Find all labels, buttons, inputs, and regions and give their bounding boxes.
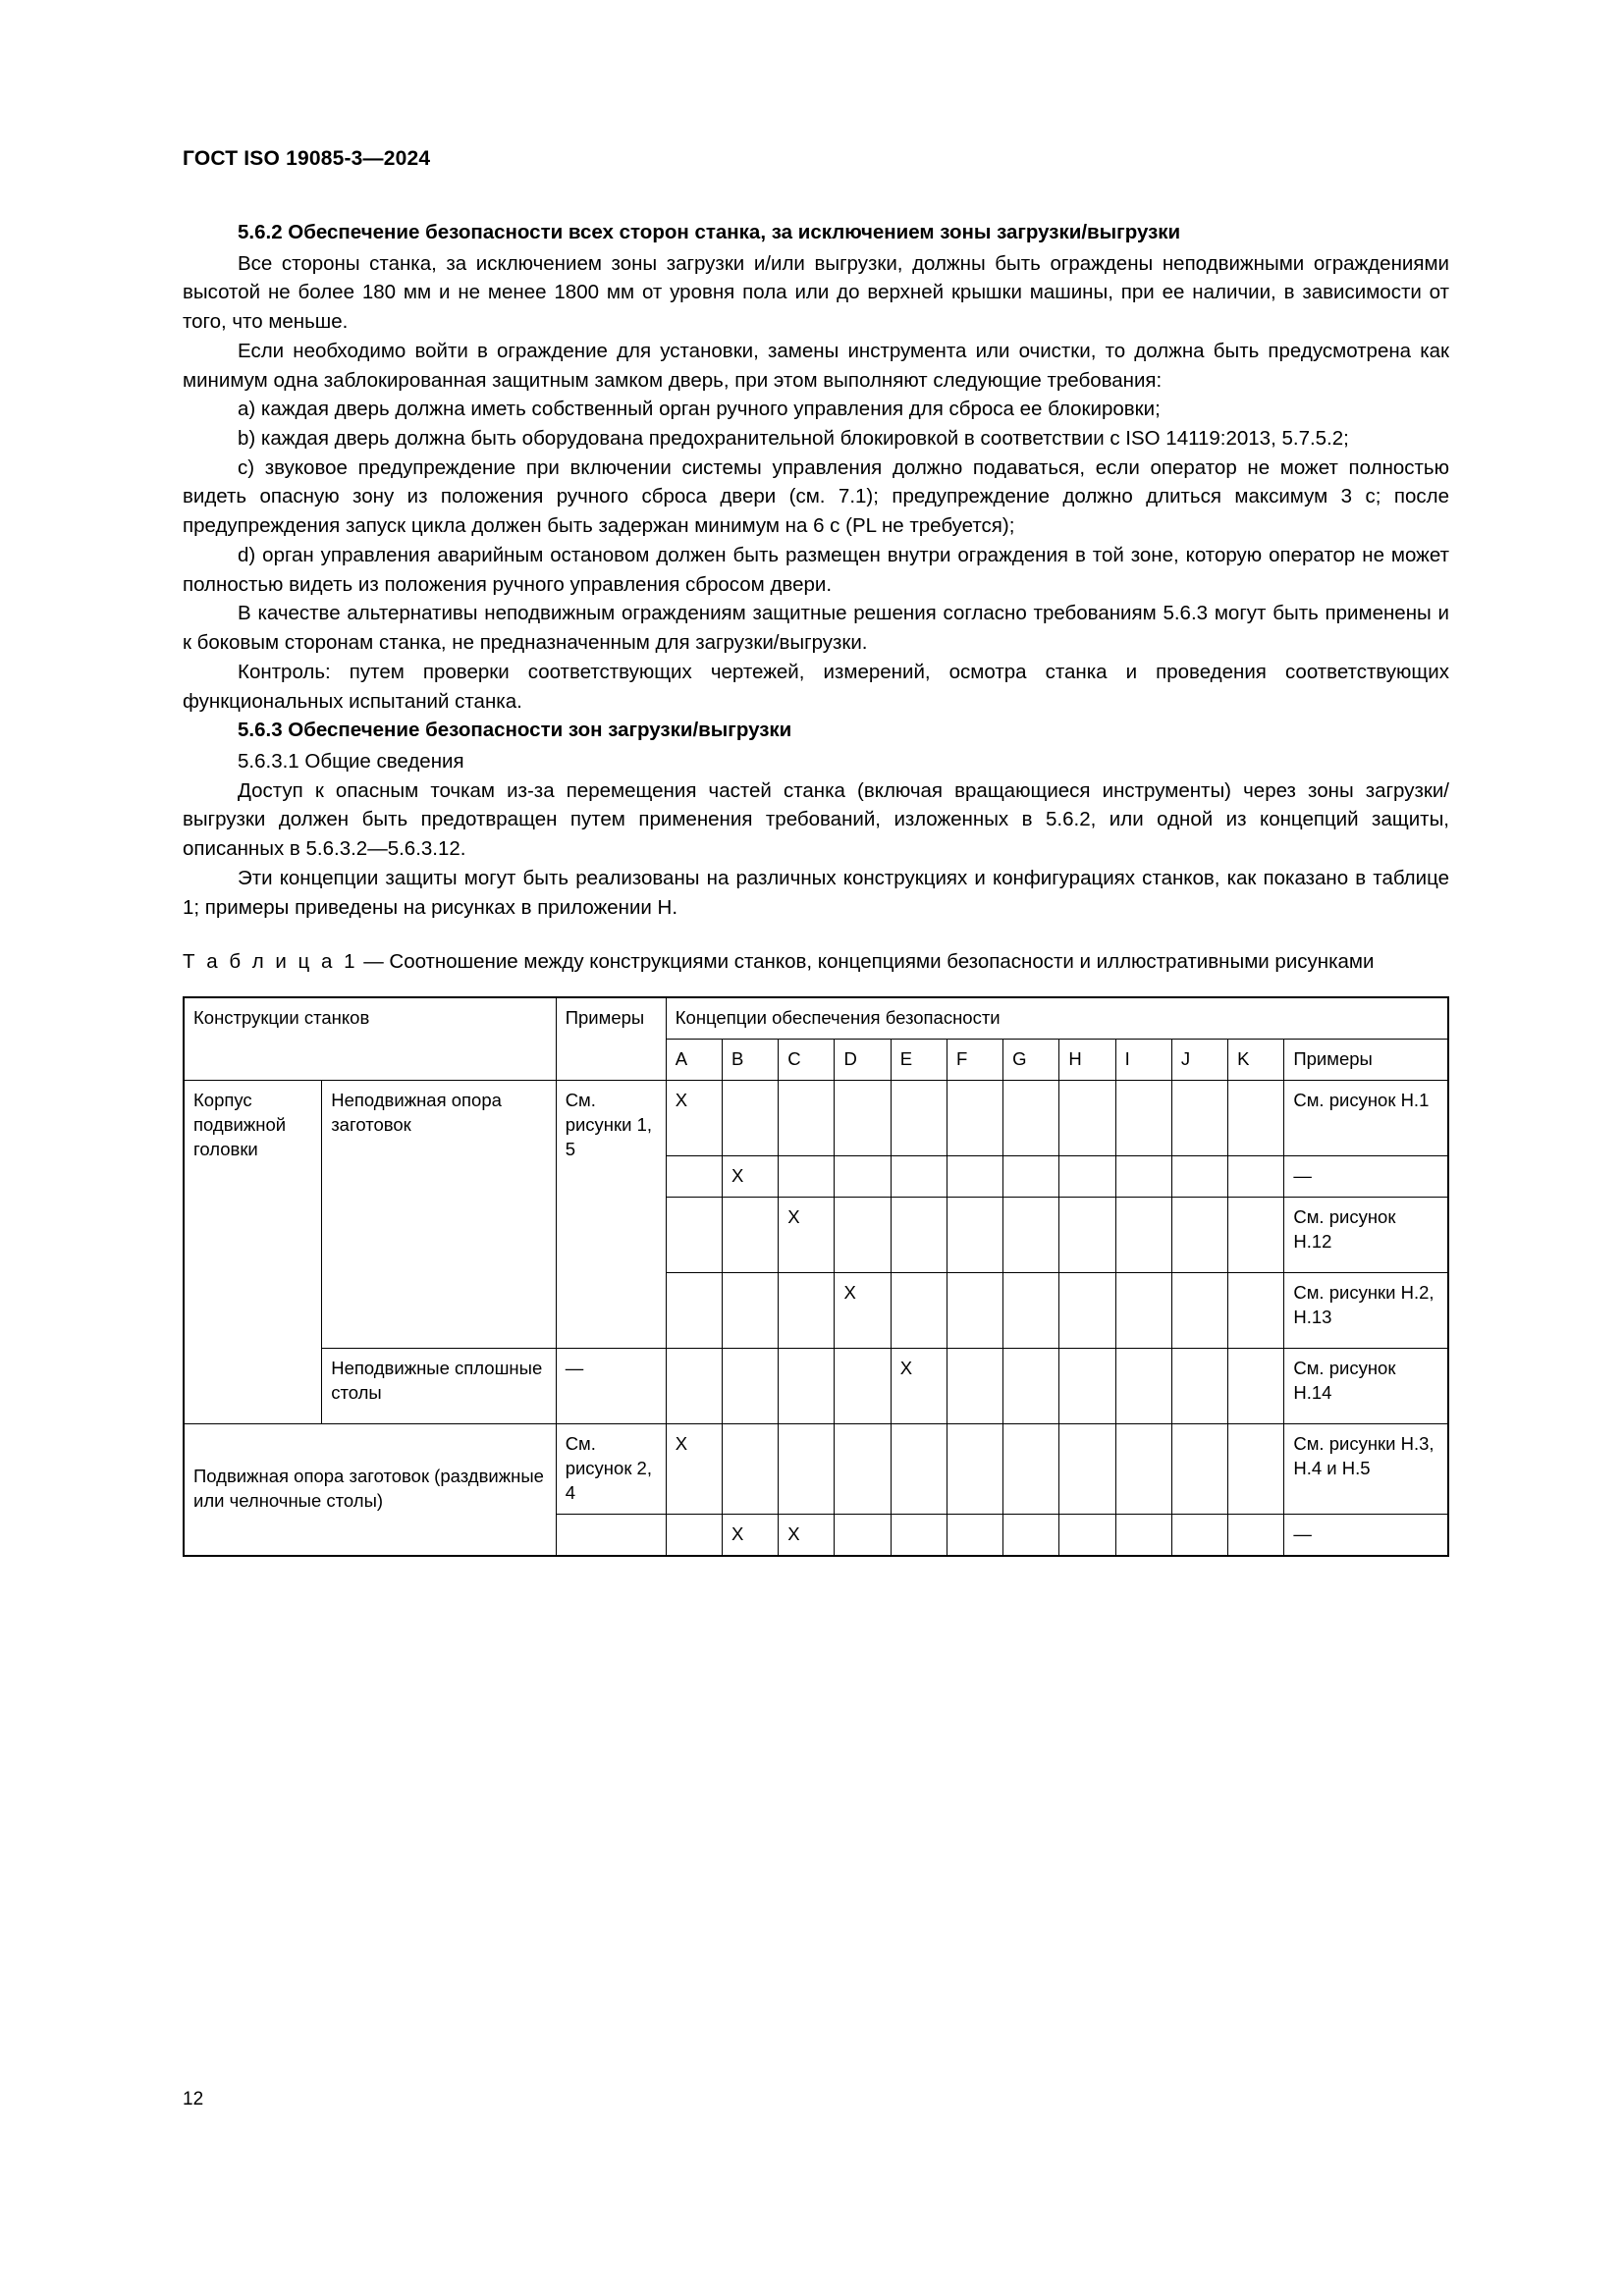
page-number: 12 xyxy=(183,2089,204,2109)
cell-mark-f xyxy=(947,1514,1002,1555)
cell-mark-f xyxy=(947,1348,1002,1423)
cell-mark-i xyxy=(1115,1155,1171,1197)
table-1 xyxy=(183,996,1449,1557)
cell-examples-2: См. рисунки Н.3, Н.4 и Н.5 xyxy=(1284,1423,1448,1514)
cell-mark-g xyxy=(1003,1155,1059,1197)
list-item-b: b) каждая дверь должна быть оборудована предохранительной блокировкой в соответствии с ISO 14119:2013, 5.7.5.2; xyxy=(238,427,1349,451)
header-concepts: Концепции обеспечения безопасности xyxy=(666,997,1448,1039)
cell-mark-h xyxy=(1059,1155,1115,1197)
cell-mark-d xyxy=(835,1080,891,1155)
cell-mark-i xyxy=(1115,1080,1171,1155)
cell-subgroup-fixed-support: Неподвижная опора заготовок xyxy=(322,1080,556,1348)
table-row xyxy=(184,1423,1448,1514)
cell-examples-2: См. рисунок Н.1 xyxy=(1284,1080,1448,1155)
cell-mark-g xyxy=(1003,1348,1059,1423)
cell-mark-k xyxy=(1228,1423,1284,1514)
cell-mark-d: X xyxy=(835,1272,891,1348)
header-letter-e: E xyxy=(891,1039,947,1080)
cell-mark-e xyxy=(891,1514,947,1555)
cell-mark-c xyxy=(779,1423,835,1514)
cell-mark-g xyxy=(1003,1514,1059,1555)
cell-mark-g xyxy=(1003,1197,1059,1272)
cell-group-moving-head: Корпус подвижной головки xyxy=(184,1080,322,1423)
cell-mark-h xyxy=(1059,1272,1115,1348)
cell-examples-2: См. рисунок Н.14 xyxy=(1284,1348,1448,1423)
table-caption-text: — Соотношение между конструкциями станков, концепциями безопасности и иллюстративными рисунками xyxy=(357,950,1375,974)
cell-mark-i xyxy=(1115,1514,1171,1555)
header-letter-c: C xyxy=(779,1039,835,1080)
cell-mark-a: X xyxy=(666,1423,722,1514)
cell-mark-k xyxy=(1228,1514,1284,1555)
list-item-d: d) орган управления аварийным остановом должен быть размещен внутри ограждения в той зоне, которую оператор не может полностью видеть из положения ручного управления сбросом двери. xyxy=(183,543,1449,596)
cell-mark-b: X xyxy=(723,1514,779,1555)
cell-mark-c xyxy=(779,1155,835,1197)
cell-mark-b xyxy=(723,1080,779,1155)
table-caption-label: Т а б л и ц а 1 xyxy=(183,950,358,974)
cell-mark-d xyxy=(835,1423,891,1514)
cell-mark-g xyxy=(1003,1080,1059,1155)
cell-mark-e xyxy=(891,1272,947,1348)
paragraph-6: Эти концепции защиты могут быть реализованы на различных конструкциях и конфигурациях станков, как показано в таблице 1; примеры приведены на рисунках в приложении Н. xyxy=(183,866,1449,919)
cell-examples-2: — xyxy=(1284,1155,1448,1197)
cell-mark-i xyxy=(1115,1423,1171,1514)
cell-mark-c: X xyxy=(779,1514,835,1555)
header-letter-b: B xyxy=(723,1039,779,1080)
cell-mark-d xyxy=(835,1514,891,1555)
cell-mark-f xyxy=(947,1423,1002,1514)
cell-mark-k xyxy=(1228,1155,1284,1197)
cell-examples-2: См. рисунки Н.2, Н.13 xyxy=(1284,1272,1448,1348)
cell-group-moving-workpiece-support: Подвижная опора заготовок (раздвижные или челночные столы) xyxy=(184,1423,556,1555)
cell-mark-j xyxy=(1171,1514,1227,1555)
cell-mark-a: X xyxy=(666,1080,722,1155)
clause-5-6-2-heading: 5.6.2 Обеспечение безопасности всех сторон станка, за исключением зоны загрузки/выгрузки xyxy=(238,221,1181,243)
paragraph-5: Доступ к опасным точкам из-за перемещения частей станка (включая вращающиеся инструменты) через зоны загрузки/выгрузки должен быть предотвращен путем применения требований, изложенных в 5.6.2, или одной из концепций защиты, описанных в 5.6.3.2—5.6.3.12. xyxy=(183,778,1449,861)
cell-examples: См. рисунки 1, 5 xyxy=(556,1080,666,1348)
header-examples: Примеры xyxy=(556,997,666,1080)
cell-mark-d xyxy=(835,1197,891,1272)
cell-mark-i xyxy=(1115,1272,1171,1348)
cell-mark-e xyxy=(891,1155,947,1197)
cell-examples: — xyxy=(556,1348,666,1423)
cell-mark-f xyxy=(947,1197,1002,1272)
cell-mark-g xyxy=(1003,1272,1059,1348)
table-row xyxy=(184,1348,1448,1423)
cell-mark-b: X xyxy=(723,1155,779,1197)
cell-mark-k xyxy=(1228,1197,1284,1272)
cell-mark-j xyxy=(1171,1272,1227,1348)
cell-mark-a xyxy=(666,1155,722,1197)
clause-5-6-3-1-heading: 5.6.3.1 Общие сведения xyxy=(238,749,464,773)
header-letter-j: J xyxy=(1171,1039,1227,1080)
table-caption xyxy=(183,947,1449,977)
paragraph-3: В качестве альтернативы неподвижным ограждениям защитные решения согласно требованиям 5.6.3 могут быть применены и к боковым сторонам станка, не предназначенным для загрузки/выгрузки. xyxy=(183,602,1449,655)
cell-mark-k xyxy=(1228,1348,1284,1423)
cell-mark-g xyxy=(1003,1423,1059,1514)
cell-mark-e xyxy=(891,1423,947,1514)
clause-5-6-3-heading: 5.6.3 Обеспечение безопасности зон загрузки/выгрузки xyxy=(238,719,792,742)
cell-mark-f xyxy=(947,1272,1002,1348)
cell-mark-j xyxy=(1171,1080,1227,1155)
cell-mark-c xyxy=(779,1272,835,1348)
cell-mark-c xyxy=(779,1348,835,1423)
cell-mark-b xyxy=(723,1423,779,1514)
header-examples-2: Примеры xyxy=(1284,1039,1448,1080)
cell-mark-h xyxy=(1059,1514,1115,1555)
header-letter-h: H xyxy=(1059,1039,1115,1080)
cell-mark-a xyxy=(666,1348,722,1423)
cell-examples-2: — xyxy=(1284,1514,1448,1555)
header-letter-i: I xyxy=(1115,1039,1171,1080)
cell-mark-e xyxy=(891,1197,947,1272)
header-constructions: Конструкции станков xyxy=(184,997,556,1080)
cell-mark-f xyxy=(947,1080,1002,1155)
cell-mark-d xyxy=(835,1155,891,1197)
page-header-standard-id: ГОСТ ISO 19085-3—2024 xyxy=(183,147,431,170)
cell-mark-d xyxy=(835,1348,891,1423)
cell-mark-i xyxy=(1115,1197,1171,1272)
cell-mark-j xyxy=(1171,1423,1227,1514)
cell-mark-k xyxy=(1228,1272,1284,1348)
list-item-c: c) звуковое предупреждение при включении системы управления должно подаваться, если оператор не может полностью видеть опасную зону из положения ручного сброса двери (см. 7.1); предупреждение должно длиться максимум 3 c; после предупреждения запуск цикла должен быть задержан минимум на 6 c (PL не требуется); xyxy=(183,455,1449,538)
paragraph-2: Если необходимо войти в ограждение для установки, замены инструмента или очистки, то должна быть предусмотрена как минимум одна заблокированная защитным замком дверь, при этом выполняют следующие требования: xyxy=(183,339,1449,392)
cell-examples: См. рисунок 2, 4 xyxy=(556,1423,666,1514)
header-letter-k: K xyxy=(1228,1039,1284,1080)
cell-mark-h xyxy=(1059,1080,1115,1155)
cell-mark-a xyxy=(666,1514,722,1555)
paragraph-4-control: Контроль: путем проверки соответствующих чертежей, измерений, осмотра станка и проведения соответствующих функциональных испытаний станка. xyxy=(183,660,1449,713)
cell-mark-k xyxy=(1228,1080,1284,1155)
list-item-a: a) каждая дверь должна иметь собственный орган ручного управления для сброса ее блокировки; xyxy=(238,398,1161,421)
cell-mark-b xyxy=(723,1272,779,1348)
cell-mark-f xyxy=(947,1155,1002,1197)
cell-subgroup-fixed-solid-tables: Неподвижные сплошные столы xyxy=(322,1348,556,1423)
cell-mark-h xyxy=(1059,1197,1115,1272)
cell-mark-e xyxy=(891,1080,947,1155)
cell-mark-j xyxy=(1171,1155,1227,1197)
paragraph-1: Все стороны станка, за исключением зоны загрузки и/или выгрузки, должны быть ограждены неподвижными ограждениями высотой не более 180 мм и не менее 1800 мм от уровня пола или до верхней крышки машины, при ее наличии, в зависимости от того, что меньше. xyxy=(183,251,1449,334)
cell-mark-c: X xyxy=(779,1197,835,1272)
cell-mark-e: X xyxy=(891,1348,947,1423)
cell-mark-b xyxy=(723,1348,779,1423)
cell-mark-h xyxy=(1059,1423,1115,1514)
cell-examples-2: См. рисунок Н.12 xyxy=(1284,1197,1448,1272)
header-letter-a: A xyxy=(666,1039,722,1080)
table-header-row-1 xyxy=(184,997,1448,1039)
cell-mark-c xyxy=(779,1080,835,1155)
header-letter-g: G xyxy=(1003,1039,1059,1080)
cell-mark-b xyxy=(723,1197,779,1272)
cell-examples xyxy=(556,1514,666,1555)
cell-mark-a xyxy=(666,1272,722,1348)
header-letter-f: F xyxy=(947,1039,1002,1080)
cell-mark-h xyxy=(1059,1348,1115,1423)
table-row xyxy=(184,1080,1448,1155)
page-content xyxy=(183,147,1449,1557)
cell-mark-j xyxy=(1171,1197,1227,1272)
header-letter-d: D xyxy=(835,1039,891,1080)
cell-mark-j xyxy=(1171,1348,1227,1423)
cell-mark-i xyxy=(1115,1348,1171,1423)
cell-mark-a xyxy=(666,1197,722,1272)
